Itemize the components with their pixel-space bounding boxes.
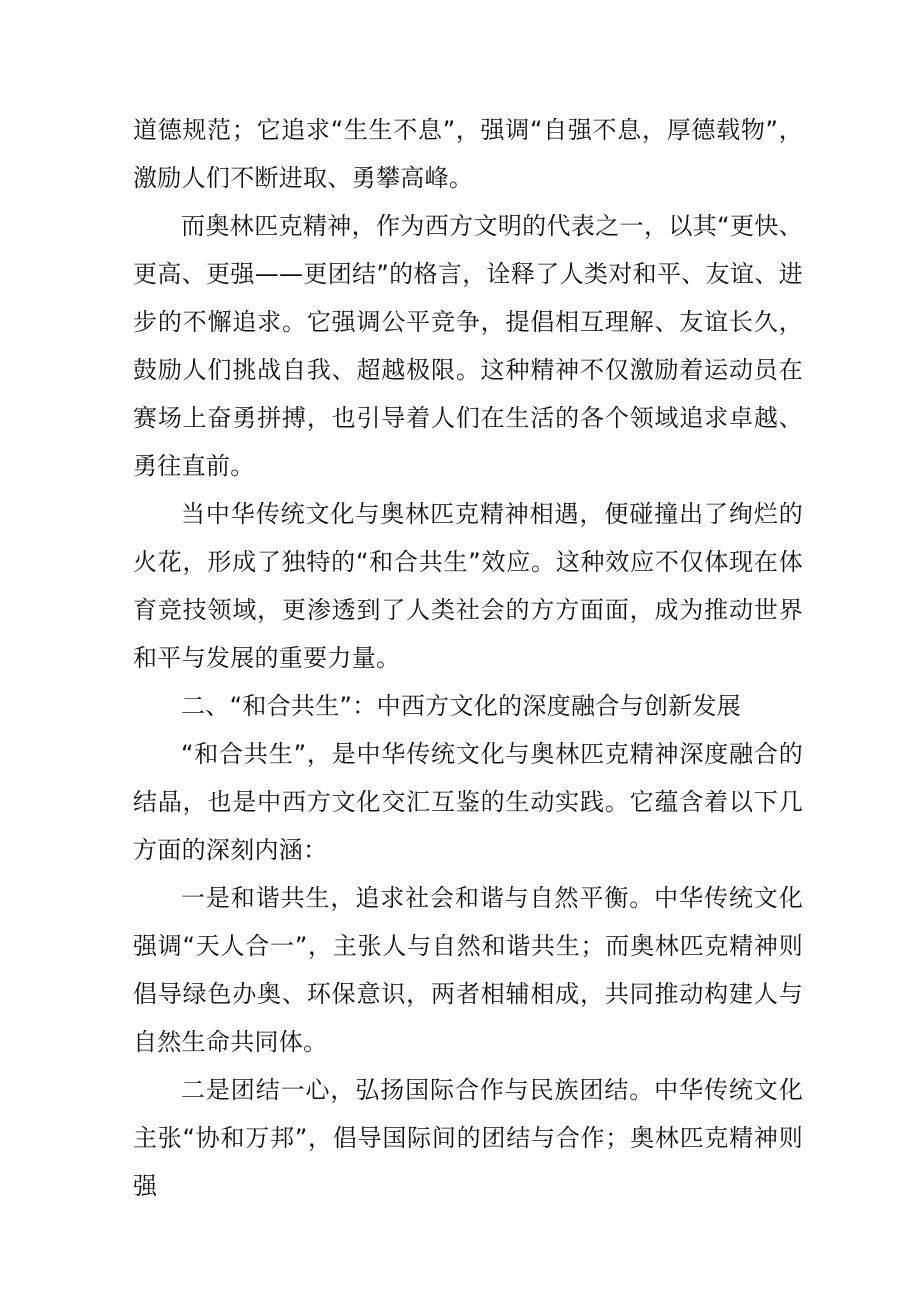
paragraph-continuation: 道德规范；它追求“生生不息”，强调“自强不息，厚德载物”，激励人们不断进取、勇攀高峰。 xyxy=(133,116,803,192)
section-heading: 二、“和合共生”：中西方文化的深度融合与创新发展 xyxy=(181,692,742,720)
paragraph-encounter: 当中华传统文化与奥林匹克精神相遇，便碰撞出了绚烂的火花，形成了独特的“和合共生”效应。这种效应不仅体现在体育竞技领域，更渗透到了人类社会的方方面面，成为推动世界和平与发展的重要力量。 xyxy=(133,500,803,672)
paragraph-point-two: 二是团结一心，弘扬国际合作与民族团结。中华传统文化主张“协和万邦”，倡导国际间的团结与合作；奥林匹克精神则强 xyxy=(133,1076,803,1200)
paragraph-olympic-spirit: 而奥林匹克精神，作为西方文明的代表之一，以其“更快、更高、更强——更团结”的格言，诠释了人类对和平、友谊、进步的不懈追求。它强调公平竞争，提倡相互理解、友谊长久，鼓励人们挑战自我、超越极限。这种精神不仅激励着运动员在赛场上奋勇拼搏，也引导着人们在生活的各个领域追求卓越、勇往直前。 xyxy=(133,212,803,480)
document-body xyxy=(133,106,803,1210)
paragraph-point-one: 一是和谐共生，追求社会和谐与自然平衡。中华传统文化强调“天人合一”，主张人与自然和谐共生；而奥林匹克精神则倡导绿色办奥、环保意识，两者相辅相成，共同推动构建人与自然生命共同体。 xyxy=(133,884,803,1056)
paragraph-hehe-gongsheng: “和合共生”，是中华传统文化与奥林匹克精神深度融合的结晶，也是中西方文化交汇互鉴的生动实践。它蕴含着以下几方面的深刻内涵： xyxy=(133,740,803,864)
